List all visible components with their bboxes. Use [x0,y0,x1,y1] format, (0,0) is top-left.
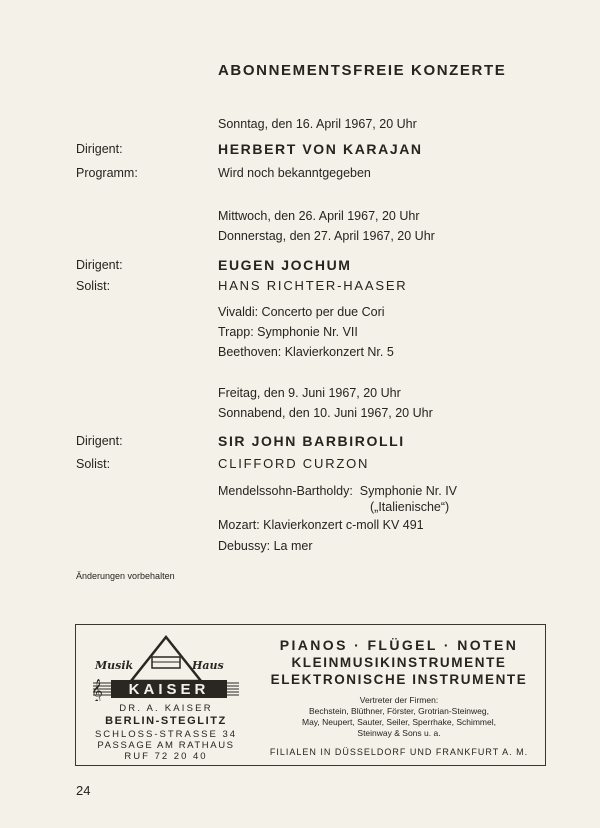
concert-1-program-label: Programm: [76,166,138,180]
page-number: 24 [76,783,91,798]
page-title: ABONNEMENTSFREIE KONZERTE [218,62,507,79]
concert-3-program-item: Debussy: La mer [218,539,313,553]
ad-firms-line: Bechstein, Blüthner, Förster, Grotrian-Steinweg, [308,706,489,716]
ad-headline: PIANOS · FLÜGEL · NOTEN [279,637,519,653]
advertisement-box [75,624,546,766]
concert-2-program-item: Trapp: Symphonie Nr. VII [218,325,358,339]
concert-3-date-1: Freitag, den 9. Juni 1967, 20 Uhr [218,386,401,400]
concert-2-conductor-label: Dirigent: [76,258,123,272]
concert-1-date: Sonntag, den 16. April 1967, 20 Uhr [218,117,417,131]
concert-2-program-item: Vivaldi: Concerto per due Cori [218,305,385,319]
concert-2-soloist: HANS RICHTER-HAASER [218,278,408,293]
concert-1-conductor-label: Dirigent: [76,142,123,156]
svg-text:KAISER: KAISER [128,681,210,698]
concert-3-date-2: Sonnabend, den 10. Juni 1967, 20 Uhr [218,406,433,420]
shop-phone: RUF 72 20 40 [124,751,208,762]
shop-passage: PASSAGE AM RATHAUS [97,740,235,751]
shop-owner: DR. A. KAISER [119,703,213,714]
svg-text:𝄞: 𝄞 [91,678,103,701]
concert-3-conductor-label: Dirigent: [76,434,123,448]
ad-branches: FILIALEN IN DÜSSELDORF UND FRANKFURT A. M. [269,747,529,757]
concert-2-program-item: Beethoven: Klavierkonzert Nr. 5 [218,345,394,359]
concert-3-soloist-label: Solist: [76,457,111,471]
concert-1-conductor: HERBERT VON KARAJAN [218,141,423,157]
ad-representatives-title: Vertreter der Firmen: [359,695,439,705]
concert-3-soloist: CLIFFORD CURZON [218,456,370,471]
concert-2-date-1: Mittwoch, den 26. April 1967, 20 Uhr [218,209,420,223]
shop-street: SCHLOSS-STRASSE 34 [94,729,238,740]
concert-1-program-text: Wird noch bekanntgegeben [218,166,371,180]
piano-clef-logo [89,631,243,701]
concert-3-program-item: Mendelssohn-Bartholdy: Symphonie Nr. IV [218,484,458,498]
svg-text:Musik: Musik [95,659,134,672]
ad-firms-line: Steinway & Sons u. a. [357,728,441,738]
ad-headline: ELEKTRONISCHE INSTRUMENTE [270,672,528,687]
ad-headline: KLEINMUSIKINSTRUMENTE [291,655,507,670]
changes-reserved-note: Änderungen vorbehalten [76,571,175,581]
ad-firms-line: May, Neupert, Sauter, Seiler, Sperrhake, Schimmel, [301,717,496,727]
concert-2-conductor: EUGEN JOCHUM [218,257,352,273]
shop-city: BERLIN-STEGLITZ [105,715,227,727]
concert-3-program-item: Mozart: Klavierkonzert c-moll KV 491 [218,518,424,532]
concert-2-soloist-label: Solist: [76,279,111,293]
concert-2-date-2: Donnerstag, den 27. April 1967, 20 Uhr [218,229,435,243]
svg-text:Haus: Haus [192,659,224,672]
concert-3-conductor: SIR JOHN BARBIROLLI [218,433,405,449]
concert-3-program-item-continuation: („Italienische“) [370,500,450,514]
